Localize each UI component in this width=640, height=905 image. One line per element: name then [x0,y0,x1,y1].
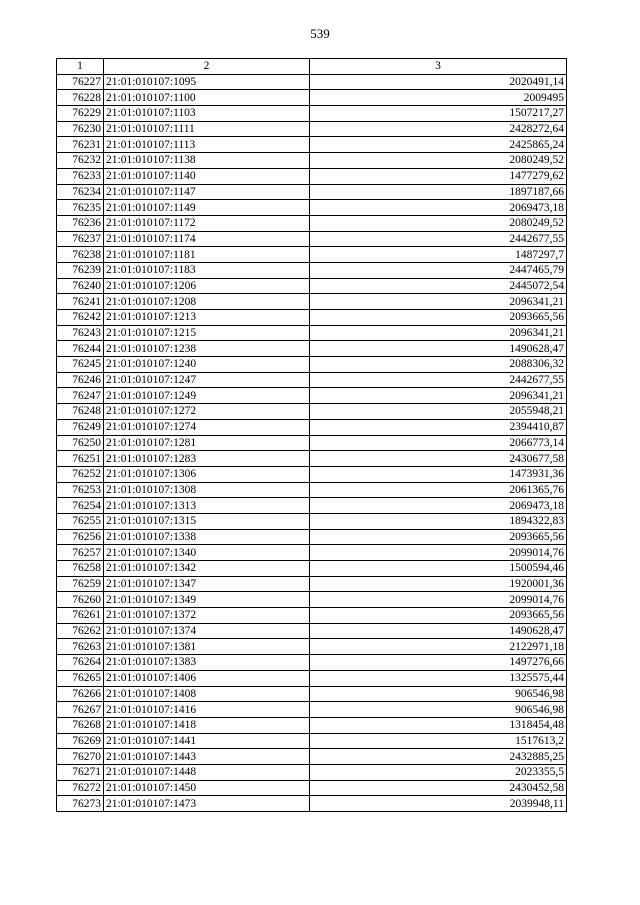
header-row [57,59,567,75]
table-row [57,529,567,545]
value-cell: 2442677,55 [310,231,567,247]
row-number-cell: 76236 [57,215,104,231]
cadastral-number-cell: 21:01:010107:1113 [104,137,310,153]
cadastral-number-cell: 21:01:010107:1315 [104,513,310,529]
row-number-cell: 76264 [57,655,104,671]
cadastral-number-cell: 21:01:010107:1247 [104,372,310,388]
data-table [56,58,567,812]
row-number-cell: 76244 [57,341,104,357]
value-cell: 1500594,46 [310,561,567,577]
cadastral-number-cell: 21:01:010107:1095 [104,74,310,90]
cadastral-number-cell: 21:01:010107:1272 [104,404,310,420]
cadastral-number-cell: 21:01:010107:1215 [104,325,310,341]
value-cell: 2096341,21 [310,325,567,341]
table-row [57,372,567,388]
table-row [57,576,567,592]
row-number-cell: 76245 [57,357,104,373]
table-row [57,655,567,671]
cadastral-number-cell: 21:01:010107:1374 [104,623,310,639]
cadastral-number-cell: 21:01:010107:1306 [104,466,310,482]
row-number-cell: 76255 [57,513,104,529]
value-cell: 2069473,18 [310,498,567,514]
value-cell: 1325575,44 [310,670,567,686]
cadastral-number-cell: 21:01:010107:1416 [104,702,310,718]
row-number-cell: 76248 [57,404,104,420]
value-cell: 1473931,36 [310,466,567,482]
value-cell: 2099014,76 [310,592,567,608]
row-number-cell: 76254 [57,498,104,514]
row-number-cell: 76240 [57,278,104,294]
header-cell-3: 3 [310,59,567,75]
value-cell: 1517613,2 [310,733,567,749]
value-cell: 2066773,14 [310,435,567,451]
value-cell: 2023355,5 [310,764,567,780]
table-row [57,639,567,655]
value-cell: 1897187,66 [310,184,567,200]
row-number-cell: 76256 [57,529,104,545]
table-row [57,796,567,812]
table-header [57,59,567,75]
row-number-cell: 76227 [57,74,104,90]
value-cell: 906546,98 [310,702,567,718]
row-number-cell: 76269 [57,733,104,749]
row-number-cell: 76271 [57,764,104,780]
value-cell: 2039948,11 [310,796,567,812]
table-row [57,404,567,420]
table-row [57,325,567,341]
row-number-cell: 76231 [57,137,104,153]
value-cell: 2096341,21 [310,294,567,310]
row-number-cell: 76270 [57,749,104,765]
cadastral-number-cell: 21:01:010107:1274 [104,419,310,435]
cadastral-number-cell: 21:01:010107:1342 [104,561,310,577]
cadastral-number-cell: 21:01:010107:1448 [104,764,310,780]
row-number-cell: 76266 [57,686,104,702]
table-row [57,231,567,247]
value-cell: 1318454,48 [310,717,567,733]
table-row [57,168,567,184]
value-cell: 2055948,21 [310,404,567,420]
cadastral-number-cell: 21:01:010107:1100 [104,90,310,106]
value-cell: 2430452,58 [310,780,567,796]
table-row [57,780,567,796]
value-cell: 2088306,32 [310,357,567,373]
table-row [57,686,567,702]
table-row [57,451,567,467]
row-number-cell: 76233 [57,168,104,184]
cadastral-number-cell: 21:01:010107:1406 [104,670,310,686]
cadastral-number-cell: 21:01:010107:1441 [104,733,310,749]
cadastral-number-cell: 21:01:010107:1181 [104,247,310,263]
table-row [57,247,567,263]
cadastral-number-cell: 21:01:010107:1473 [104,796,310,812]
table-row [57,717,567,733]
cadastral-number-cell: 21:01:010107:1206 [104,278,310,294]
value-cell: 2093665,56 [310,310,567,326]
value-cell: 2447465,79 [310,262,567,278]
header-cell-2: 2 [104,59,310,75]
cadastral-number-cell: 21:01:010107:1340 [104,545,310,561]
row-number-cell: 76272 [57,780,104,796]
table-row [57,513,567,529]
value-cell: 2432885,25 [310,749,567,765]
value-cell: 2020491,14 [310,74,567,90]
table-row [57,608,567,624]
table-row [57,561,567,577]
value-cell: 2442677,55 [310,372,567,388]
cadastral-number-cell: 21:01:010107:1208 [104,294,310,310]
row-number-cell: 76239 [57,262,104,278]
row-number-cell: 76268 [57,717,104,733]
table-row [57,200,567,216]
cadastral-number-cell: 21:01:010107:1349 [104,592,310,608]
row-number-cell: 76265 [57,670,104,686]
row-number-cell: 76262 [57,623,104,639]
cadastral-number-cell: 21:01:010107:1138 [104,153,310,169]
table-row [57,733,567,749]
value-cell: 2099014,76 [310,545,567,561]
table-row [57,623,567,639]
row-number-cell: 76230 [57,121,104,137]
value-cell: 1477279,62 [310,168,567,184]
table-row [57,702,567,718]
table-row [57,435,567,451]
table-row [57,121,567,137]
table-row [57,184,567,200]
value-cell: 2430677,58 [310,451,567,467]
value-cell: 2093665,56 [310,529,567,545]
value-cell: 2428272,64 [310,121,567,137]
row-number-cell: 76249 [57,419,104,435]
row-number-cell: 76238 [57,247,104,263]
row-number-cell: 76242 [57,310,104,326]
table-row [57,278,567,294]
cadastral-number-cell: 21:01:010107:1283 [104,451,310,467]
table-row [57,137,567,153]
row-number-cell: 76263 [57,639,104,655]
cadastral-number-cell: 21:01:010107:1213 [104,310,310,326]
row-number-cell: 76253 [57,482,104,498]
cadastral-number-cell: 21:01:010107:1103 [104,106,310,122]
table-row [57,419,567,435]
table-row [57,153,567,169]
cadastral-number-cell: 21:01:010107:1249 [104,388,310,404]
table-row [57,357,567,373]
row-number-cell: 76234 [57,184,104,200]
value-cell: 1894322,83 [310,513,567,529]
table-body [57,74,567,811]
value-cell: 2122971,18 [310,639,567,655]
row-number-cell: 76241 [57,294,104,310]
row-number-cell: 76232 [57,153,104,169]
value-cell: 1490628,47 [310,341,567,357]
value-cell: 1497276,66 [310,655,567,671]
table-row [57,592,567,608]
table-row [57,294,567,310]
row-number-cell: 76251 [57,451,104,467]
row-number-cell: 76237 [57,231,104,247]
cadastral-number-cell: 21:01:010107:1338 [104,529,310,545]
table-row [57,90,567,106]
row-number-cell: 76259 [57,576,104,592]
table-row [57,262,567,278]
value-cell: 2080249,52 [310,215,567,231]
table-row [57,498,567,514]
value-cell: 1487297,7 [310,247,567,263]
table-row [57,215,567,231]
row-number-cell: 76252 [57,466,104,482]
cadastral-number-cell: 21:01:010107:1174 [104,231,310,247]
cadastral-number-cell: 21:01:010107:1149 [104,200,310,216]
value-cell: 2069473,18 [310,200,567,216]
cadastral-number-cell: 21:01:010107:1381 [104,639,310,655]
value-cell: 2394410,87 [310,419,567,435]
row-number-cell: 76267 [57,702,104,718]
table-row [57,482,567,498]
cadastral-number-cell: 21:01:010107:1281 [104,435,310,451]
page-number: 539 [310,26,330,41]
cadastral-number-cell: 21:01:010107:1183 [104,262,310,278]
table-row [57,670,567,686]
value-cell: 1490628,47 [310,623,567,639]
value-cell: 906546,98 [310,686,567,702]
row-number-cell: 76260 [57,592,104,608]
value-cell: 2080249,52 [310,153,567,169]
row-number-cell: 76243 [57,325,104,341]
table-row [57,310,567,326]
cadastral-number-cell: 21:01:010107:1372 [104,608,310,624]
cadastral-number-cell: 21:01:010107:1147 [104,184,310,200]
row-number-cell: 76246 [57,372,104,388]
value-cell: 2445072,54 [310,278,567,294]
table-row [57,388,567,404]
row-number-cell: 76261 [57,608,104,624]
value-cell: 2096341,21 [310,388,567,404]
cadastral-number-cell: 21:01:010107:1240 [104,357,310,373]
cadastral-number-cell: 21:01:010107:1443 [104,749,310,765]
row-number-cell: 76228 [57,90,104,106]
cadastral-number-cell: 21:01:010107:1111 [104,121,310,137]
cadastral-number-cell: 21:01:010107:1238 [104,341,310,357]
value-cell: 1507217,27 [310,106,567,122]
value-cell: 1920001,36 [310,576,567,592]
table-row [57,341,567,357]
row-number-cell: 76229 [57,106,104,122]
cadastral-number-cell: 21:01:010107:1450 [104,780,310,796]
row-number-cell: 76257 [57,545,104,561]
table-row [57,545,567,561]
cadastral-number-cell: 21:01:010107:1140 [104,168,310,184]
row-number-cell: 76250 [57,435,104,451]
row-number-cell: 76258 [57,561,104,577]
value-cell: 2061365,76 [310,482,567,498]
value-cell: 2425865,24 [310,137,567,153]
table-row [57,749,567,765]
table-row [57,106,567,122]
cadastral-number-cell: 21:01:010107:1347 [104,576,310,592]
cadastral-number-cell: 21:01:010107:1383 [104,655,310,671]
row-number-cell: 76247 [57,388,104,404]
cadastral-number-cell: 21:01:010107:1408 [104,686,310,702]
row-number-cell: 76273 [57,796,104,812]
cadastral-number-cell: 21:01:010107:1308 [104,482,310,498]
value-cell: 2093665,56 [310,608,567,624]
cadastral-number-cell: 21:01:010107:1172 [104,215,310,231]
cadastral-number-cell: 21:01:010107:1313 [104,498,310,514]
table-row [57,74,567,90]
table-row [57,466,567,482]
header-cell-1: 1 [57,59,104,75]
value-cell: 2009495 [310,90,567,106]
table-row [57,764,567,780]
row-number-cell: 76235 [57,200,104,216]
cadastral-number-cell: 21:01:010107:1418 [104,717,310,733]
